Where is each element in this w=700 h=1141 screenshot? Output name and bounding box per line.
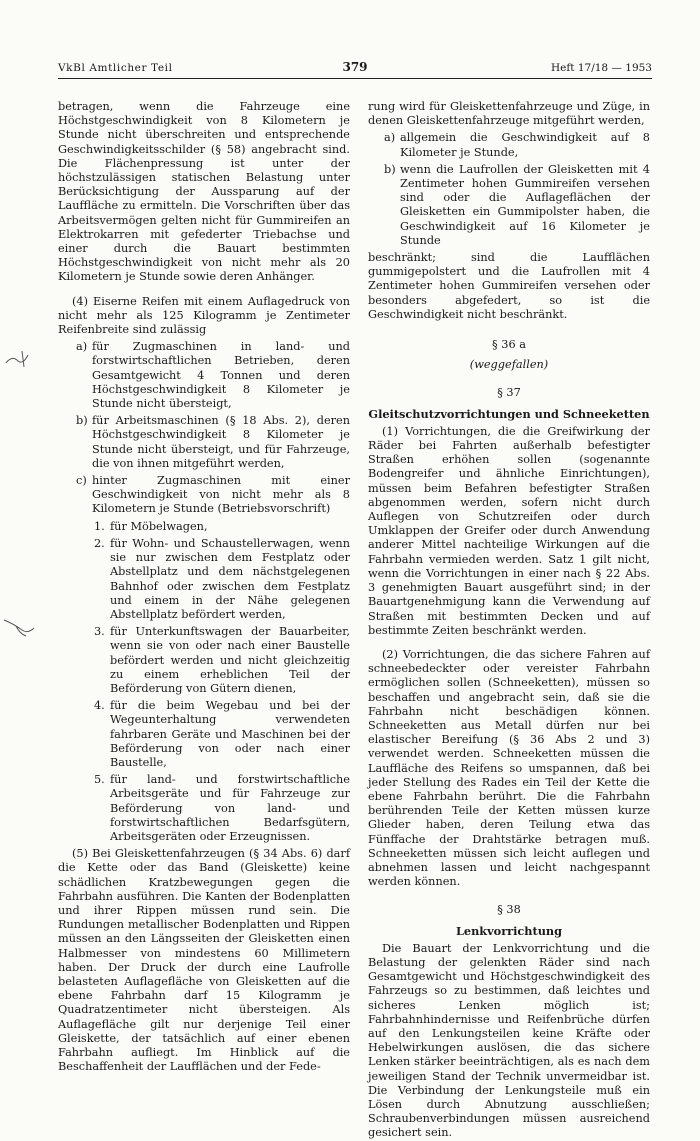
list-item-text: allgemein die Geschwindigkeit auf 8 Kilometer je Stunde, (400, 131, 650, 159)
list-marker: 2. (94, 536, 105, 550)
list-item-text: wenn die Laufrollen der Gleisketten mit 4 Zentimeter hohen Gummireifen versehen sind oder die Auflageflächen der Gleisketten ein Gummipolster haben, die Geschwindigkeit auf 16 Kilometer je Stunde (400, 162, 650, 247)
section-number: § 37 (497, 386, 521, 400)
paragraph: betragen, wenn die Fahrzeuge eine Höchstgeschwindigkeit von 8 Kilometern je Stunde nicht überschreiten und entsprechende Geschwindigkeitsschilder (§ 58) angebracht sind. Die Flächenpressung ist unter der höchstzulässigen statischen Belastung unter Berücksichtigung der Aussparung auf der Lauffläche zu ermitteln. Die Vorschriften über das Arbeitsvermögen gelten nicht für Gummireifen an Elektrokarren mit gefederter Triebachse und einer durch die Bauart bestimmten Höchstgeschwindigkeit von nicht mehr als 20 Kilometern je Stunde sowie deren Anhänger. (58, 100, 350, 284)
paragraph: beschränkt; sind die Laufflächen gummigepolstert und die Laufrollen mit 4 Zentimeter hohen Gummireifen versehen oder besonders abgefedert, so ist die Geschwindigkeit nicht beschränkt. (368, 251, 650, 321)
section-title: (weggefallen) (469, 358, 549, 372)
section-title: Gleitschutzvorrichtungen und Schneeketten (368, 406, 650, 421)
list-item (58, 340, 350, 411)
paragraph: Die Bauart der Lenkvorrichtung und die Belastung der gelenkten Räder sind nach Gesamtgewicht und Höchstgeschwindigkeit des Fahrzeugs so zu bestimmen, daß leichtes und sicheres Lenken möglich ist; Fahrbahnhindernisse und Reifenbrüche dürfen auf den Lenkungsteilen keine Kräfte oder Hebelwirkungen auslösen, die das sichere Lenken stärker beeinträchtigen, als es nach dem jeweiligen Stand der Technik unvermeidbar ist. Die Verbindung der Lenkungsteile muß ein Lösen durch Abnutzung ausschließen; Schraubenverbindungen müssen ausreichend gesichert sein. (368, 941, 650, 1140)
margin-mark-1 (2, 345, 38, 375)
list-item-text: für die beim Wegebau und bei der Wegeunterhaltung verwendeten fahrbaren Geräte und Maschinen bei der Beförderung von oder nach einer Baustelle, (110, 699, 350, 769)
section-number: § 38 (497, 903, 521, 917)
list-marker: 4. (94, 699, 105, 713)
list-item-text: für Wohn- und Schaustellerwagen, wenn sie nur zwischen dem Festplatz oder Abstellplatz und dem nächstgelegenen Bahnhof oder zwischen dem Festplatz und einem in der Nähe gelegenen Abstellplatz befördert werden, (110, 536, 350, 621)
paragraph: (2) Vorrichtungen, die das sichere Fahren auf schneebedeckter oder vereister Fahrbahn ermöglichen sollen (Schneeketten), müssen so beschaffen und angebracht sein, daß sie die Fahrbahn nicht beschädigen können. Schneeketten aus Metall dürfen nur bei elastischer Bereifung (§ 36 Abs 2 und 3) verwendet werden. Schneeketten müssen die Lauffläche des Reifens so umspannen, daß bei jeder Stellung des Rades ein Teil der Kette die ebene Fahrbahn berührt. Die die Fahrbahn berührenden Teile der Ketten müssen kurze Glieder haben, deren Teilung etwa das Fünffache der Drahtstärke betragen muß. Schneeketten müssen sich leicht auflegen und abnehmen lassen und leicht nachgespannt werden können. (368, 647, 650, 889)
paragraph: (5) Bei Gleiskettenfahrzeugen (§ 34 Abs. 6) darf die Kette oder das Band (Gleiskette) keine schädlichen Kratzbewegungen gegen die Fahrbahn ausführen. Die Kanten der Bodenplatten und ihrer Rippen müssen rund sein. Die Rundungen metallischer Bodenplatten und Rippen müssen an den Längsseiten der Gleisketten einen Halbmesser von mindestens 60 Millimetern haben. Der Druck der durch eine Laufrolle belasteten Auflagefläche von Gleisketten auf die ebene Fahrbahn darf 15 Kilogramm je Quadratzentimeter nicht übersteigen. Als Auflagefläche gilt nur derjenige Teil einer Gleiskette, der tatsächlich auf einer ebenen Fahrbahn aufliegt. Im Hinblick auf die Beschaffenheit der Laufflächen und der Fede- (58, 847, 350, 1074)
list-item-text: für Unterkunftswagen der Bauarbeiter, wenn sie von oder nach einer Baustelle befördert werden und nicht gleichzeitig zu einem erheblichen Teil der Beförderung von Gütern dienen, (110, 625, 350, 695)
list-item-text: für Möbelwagen, (110, 519, 208, 533)
paragraph: (1) Vorrichtungen, die die Greifwirkung der Räder bei Fahrten außerhalb befestigter Straßen erhöhen sollen (sogenannte Bodengreifer und ähnliche Einrichtungen), müssen beim Befahren befestigter Straßen abgenommen werden, sofern nicht durch Auflegen von Schutzreifen oder durch Umklappen der Greifer oder durch Anwendung anderer Mittel nachteilige Wirkungen auf die Fahrbahn vermieden werden. Satz 1 gilt nicht, wenn die Vorrichtungen in einer nach § 22 Abs. 3 genehmigten Bauart ausgeführt sind; in der Bauartgenehmigung kann die Verwendung auf Straßen mit bestimmten Decken und auf bestimmte Zeiten beschränkt werden. (368, 424, 650, 637)
sub-list-item (58, 699, 350, 770)
list-item-text: für Arbeitsmaschinen (§ 18 Abs. 2), deren Höchstgeschwindigkeit 8 Kilometer je Stunde nicht übersteigt, und für Fahrzeuge, die von ihnen mitgeführt werden, (92, 414, 350, 470)
list-item (368, 163, 650, 248)
right-column (368, 100, 650, 1141)
paragraph: (4) Eiserne Reifen mit einem Auflagedruck von nicht mehr als 125 Kilogramm je Zentimeter Reifenbreite sind zulässig (58, 294, 350, 337)
list-item (58, 414, 350, 471)
sub-list-item (58, 537, 350, 622)
sub-list-item (58, 625, 350, 696)
list-marker: b) (384, 162, 396, 176)
list-item-text: hinter Zugmaschinen mit einer Geschwindigkeit von nicht mehr als 8 Kilometern je Stunde (Betriebsvorschrift) (92, 474, 350, 516)
list-marker: a) (76, 340, 88, 354)
sub-list-item (58, 520, 350, 534)
margin-mark-2 (2, 612, 38, 642)
list-item-text: für Zugmaschinen in land- und forstwirtschaftlichen Betrieben, deren Gesamtgewicht 4 Tonnen und deren Höchstgeschwindigkeit 8 Kilometer je Stunde nicht übersteigt, (92, 340, 350, 411)
page-number: 379 (342, 60, 368, 74)
section-number: § 36 a (492, 338, 526, 352)
list-marker: a) (384, 131, 396, 145)
issue-label: Heft 17/18 — 1953 (551, 62, 652, 74)
list-marker: 3. (94, 625, 105, 639)
list-item-text: für land- und forstwirtschaftliche Arbeitsgeräte und für Fahrzeuge zur Beförderung von land- und forstwirtschaftlichen Bedarfsgütern, Arbeitsgeräten oder Erzeugnissen. (110, 773, 350, 843)
list-item (368, 131, 650, 159)
sub-list-item (58, 773, 350, 844)
paragraph: rung wird für Gleiskettenfahrzeuge und Züge, in denen Gleiskettenfahrzeuge mitgeführt werden, (368, 100, 650, 128)
page-header (58, 58, 652, 79)
list-marker: b) (76, 414, 88, 428)
list-marker: 5. (94, 773, 105, 787)
list-marker: c) (76, 474, 87, 488)
journal-title: VkBl Amtlicher Teil (58, 62, 173, 74)
list-item (58, 474, 350, 517)
left-column (58, 100, 350, 1074)
section-title: Lenkvorrichtung (455, 923, 563, 938)
list-marker: 1. (94, 519, 105, 533)
